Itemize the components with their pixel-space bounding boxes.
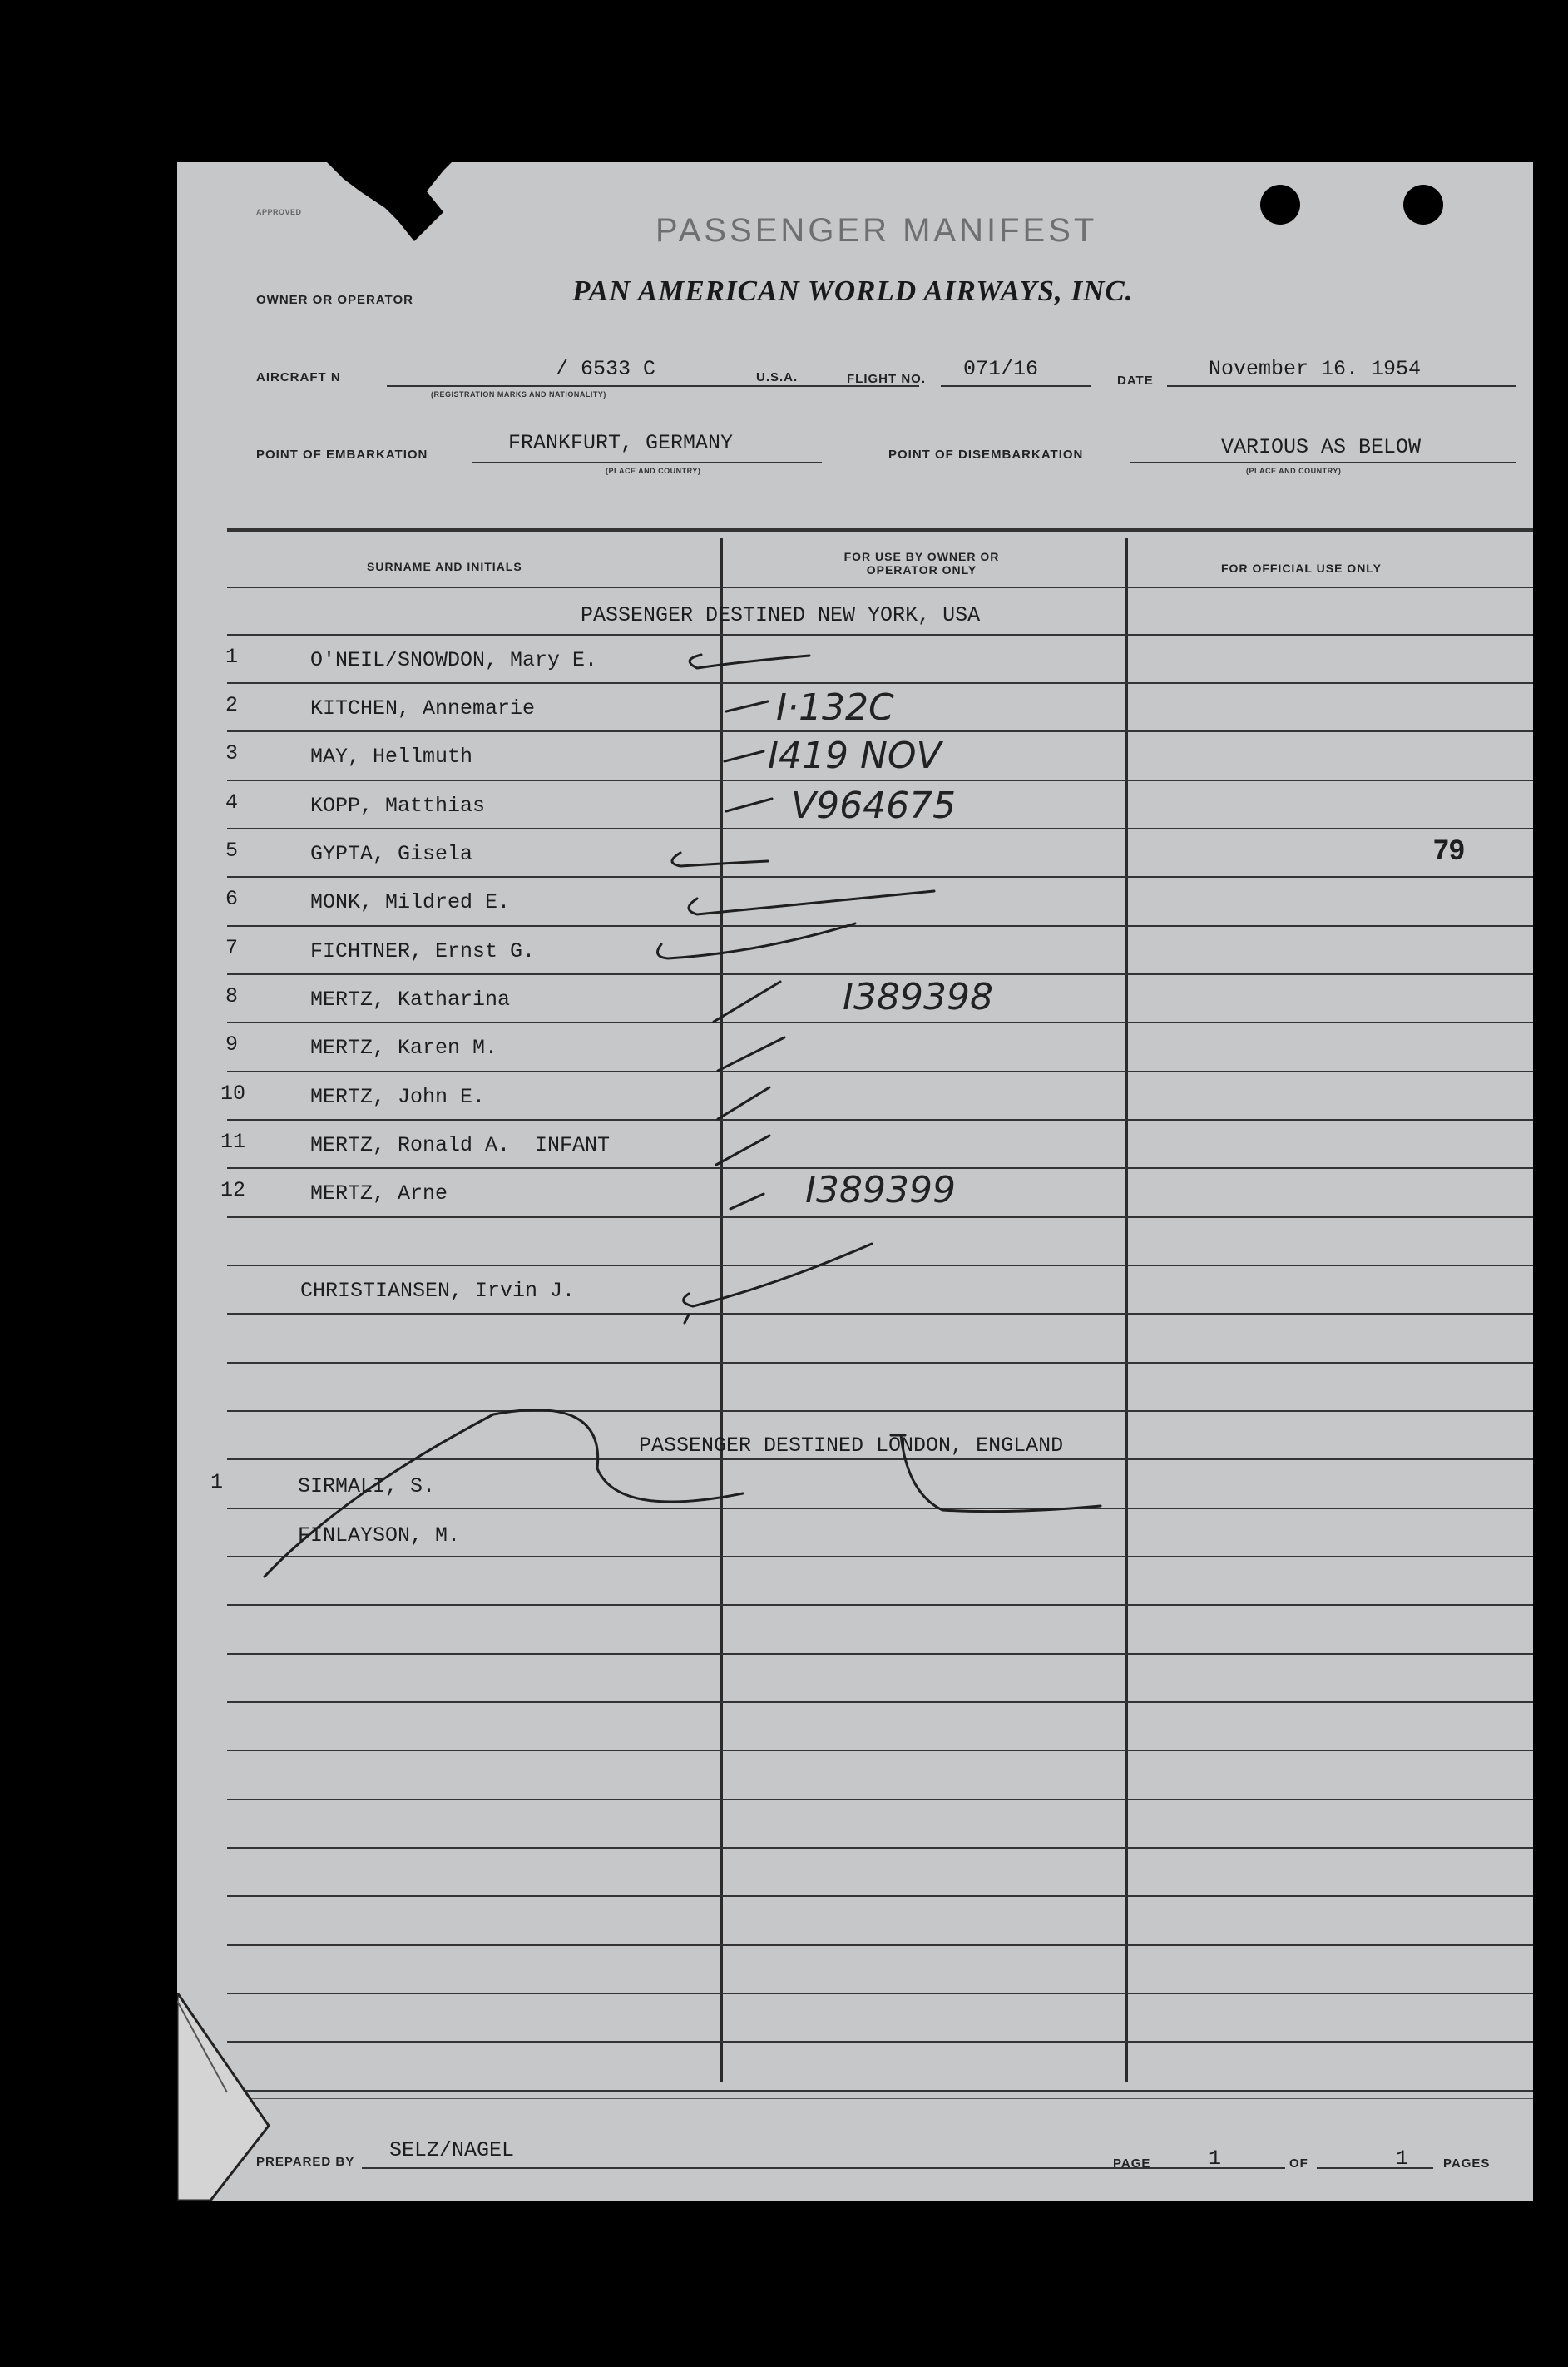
of-value: 1 xyxy=(1396,2147,1409,2171)
date-value: November 16. 1954 xyxy=(1209,357,1422,381)
passenger-name: SIRMALI, S. xyxy=(298,1474,436,1498)
passenger-name: MAY, Hellmuth xyxy=(310,745,473,769)
passenger-name: FICHTNER, Ernst G. xyxy=(310,939,536,963)
flight-label: FLIGHT NO. xyxy=(847,372,926,386)
prepared-by-value: SELZ/NAGEL xyxy=(389,2138,515,2162)
embarkation-label: POINT OF EMBARKATION xyxy=(256,448,428,462)
group-heading-london: PASSENGER DESTINED LONDON, ENGLAND xyxy=(639,1434,1064,1458)
country-label: U.S.A. xyxy=(756,370,799,384)
passenger-name: MERTZ, Ronald A. INFANT xyxy=(310,1133,611,1157)
pages-label: PAGES xyxy=(1443,2157,1491,2171)
page-title: PASSENGER MANIFEST xyxy=(655,212,1098,249)
date-label: DATE xyxy=(1117,374,1154,388)
passenger-name: FINLAYSON, M. xyxy=(298,1523,461,1547)
registration-caption: (REGISTRATION MARKS AND NATIONALITY) xyxy=(431,390,606,399)
group-heading-new-york: PASSENGER DESTINED NEW YORK, USA xyxy=(581,603,981,627)
manifest-sheet xyxy=(177,162,1533,2201)
disembarkation-label: POINT OF DISEMBARKATION xyxy=(888,448,1084,462)
passenger-name: MERTZ, Arne xyxy=(310,1181,448,1206)
prepared-by-label: PREPARED BY xyxy=(256,2155,355,2169)
handwritten-note: I389399 xyxy=(805,1169,956,1211)
column-header-owner-use: FOR USE BY OWNER OR OPERATOR ONLY xyxy=(843,550,1000,577)
handwritten-check-marks xyxy=(177,162,1533,2201)
row-number: 4 xyxy=(225,790,239,815)
folded-corner xyxy=(177,1993,277,2201)
row-number: 7 xyxy=(225,936,239,960)
embarkation-value: FRANKFURT, GERMANY xyxy=(508,431,734,455)
aircraft-value: / 6533 C xyxy=(556,357,656,381)
row-number: 11 xyxy=(220,1130,246,1154)
disembarkation-caption: (PLACE AND COUNTRY) xyxy=(1246,467,1342,475)
passenger-name: O'NEIL/SNOWDON, Mary E. xyxy=(310,648,598,672)
page-label: PAGE xyxy=(1113,2157,1151,2171)
page-value: 1 xyxy=(1209,2147,1222,2171)
row-number: 10 xyxy=(220,1082,246,1106)
passenger-name: MERTZ, Katharina xyxy=(310,988,511,1012)
disembarkation-value: VARIOUS AS BELOW xyxy=(1221,435,1422,459)
row-number: 12 xyxy=(220,1178,246,1202)
row-number: 8 xyxy=(225,984,239,1008)
row-number: 3 xyxy=(225,741,239,765)
of-label: OF xyxy=(1289,2157,1308,2171)
passenger-name: MERTZ, John E. xyxy=(310,1085,486,1109)
column-header-surname: SURNAME AND INITIALS xyxy=(367,560,522,573)
owner-value: PAN AMERICAN WORLD AIRWAYS, INC. xyxy=(572,275,1134,307)
handwritten-note: V964675 xyxy=(791,785,957,827)
row-number: 6 xyxy=(225,887,239,911)
passenger-name: KITCHEN, Annemarie xyxy=(310,696,536,720)
row-number: 9 xyxy=(225,1032,239,1057)
passenger-name: KOPP, Matthias xyxy=(310,794,486,818)
passenger-name: CHRISTIANSEN, Irvin J. xyxy=(300,1279,576,1303)
embarkation-caption: (PLACE AND COUNTRY) xyxy=(606,467,701,475)
handwritten-note: I419 NOV xyxy=(768,735,942,777)
row-number: 1 xyxy=(210,1470,224,1494)
passenger-name: MONK, Mildred E. xyxy=(310,890,511,914)
passenger-name: GYPTA, Gisela xyxy=(310,842,473,866)
aircraft-label: AIRCRAFT N xyxy=(256,370,341,384)
official-mark: 79 xyxy=(1433,834,1465,866)
flight-value: 071/16 xyxy=(963,357,1039,381)
handwritten-note: I·132C xyxy=(776,686,894,729)
row-number: 2 xyxy=(225,693,239,717)
column-header-official: FOR OFFICIAL USE ONLY xyxy=(1221,562,1382,575)
row-number: 5 xyxy=(225,839,239,863)
owner-label: OWNER OR OPERATOR xyxy=(256,293,413,307)
handwritten-note: I389398 xyxy=(843,976,993,1018)
row-number: 1 xyxy=(225,645,239,669)
passenger-name: MERTZ, Karen M. xyxy=(310,1036,498,1060)
approval-stamp: APPROVED xyxy=(256,208,302,216)
